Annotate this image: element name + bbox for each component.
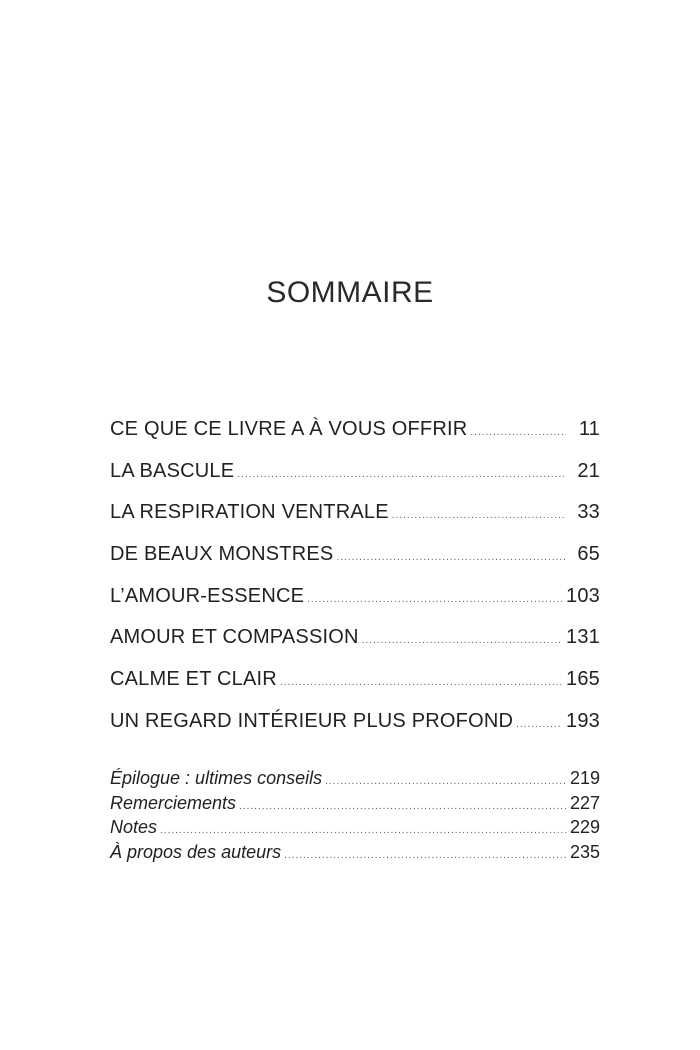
toc-entry — [110, 768, 600, 793]
toc-entry-page-number: 33 — [577, 501, 600, 524]
dot-leader — [470, 427, 566, 438]
toc-entry-page-number: 227 — [569, 792, 600, 813]
dot-leader — [237, 469, 566, 480]
toc-entry — [110, 668, 600, 710]
page-title: SOMMAIRE — [266, 276, 434, 309]
toc-entry — [110, 817, 600, 842]
toc-entry-title: À propos des auteurs — [110, 841, 282, 862]
toc-entry-page-number: 165 — [566, 668, 600, 691]
dot-leader — [362, 635, 562, 646]
toc-entry-page-number: 193 — [566, 709, 600, 732]
toc-entry — [110, 585, 600, 627]
toc-entry-page-number: 229 — [569, 817, 600, 837]
toc-entry-title: UN REGARD INTÉRIEUR PLUS PROFOND — [110, 709, 514, 732]
toc-entry — [110, 793, 600, 818]
toc-entry-title: LA RESPIRATION VENTRALE — [110, 501, 389, 524]
toc-entry-title: AMOUR ET COMPASSION — [110, 626, 359, 649]
dot-leader — [280, 677, 562, 688]
dot-leader — [392, 510, 566, 521]
toc-entry-page-number: 131 — [566, 626, 600, 649]
dot-leader — [284, 850, 566, 861]
toc-entry — [110, 626, 600, 668]
toc-entry — [110, 418, 600, 460]
toc-entry — [110, 543, 600, 585]
toc-entry-title: Épilogue : ultimes conseils — [110, 768, 323, 788]
toc-entry-title: L’AMOUR-ESSENCE — [110, 584, 305, 607]
toc-entry — [110, 710, 600, 752]
toc-entry-page-number: 103 — [566, 584, 600, 607]
toc-entry-title: Remerciements — [110, 792, 237, 813]
dot-leader — [325, 776, 566, 787]
dot-leader — [239, 801, 566, 812]
toc-entry-title: CE QUE CE LIVRE A À VOUS OFFRIR — [110, 418, 468, 440]
toc-entry-page-number: 65 — [577, 543, 600, 566]
toc-entry-title: DE BEAUX MONSTRES — [110, 543, 334, 566]
toc-entry — [110, 842, 600, 867]
toc-entry-page-number: 219 — [569, 768, 600, 788]
toc-entry-page-number: 235 — [569, 841, 600, 862]
dot-leader — [336, 552, 566, 563]
dot-leader — [516, 719, 562, 730]
toc-entry — [110, 501, 600, 543]
toc-entry-page-number: 21 — [577, 459, 600, 482]
table-of-contents-back-matter — [110, 768, 600, 866]
dot-leader — [160, 825, 566, 836]
toc-entry-title: CALME ET CLAIR — [110, 668, 277, 691]
dot-leader — [307, 594, 562, 605]
toc-entry-title: LA BASCULE — [110, 459, 235, 482]
table-of-contents-chapters — [110, 418, 600, 752]
toc-entry — [110, 460, 600, 502]
toc-entry-page-number: 11 — [578, 418, 600, 440]
toc-entry-title: Notes — [110, 817, 158, 837]
